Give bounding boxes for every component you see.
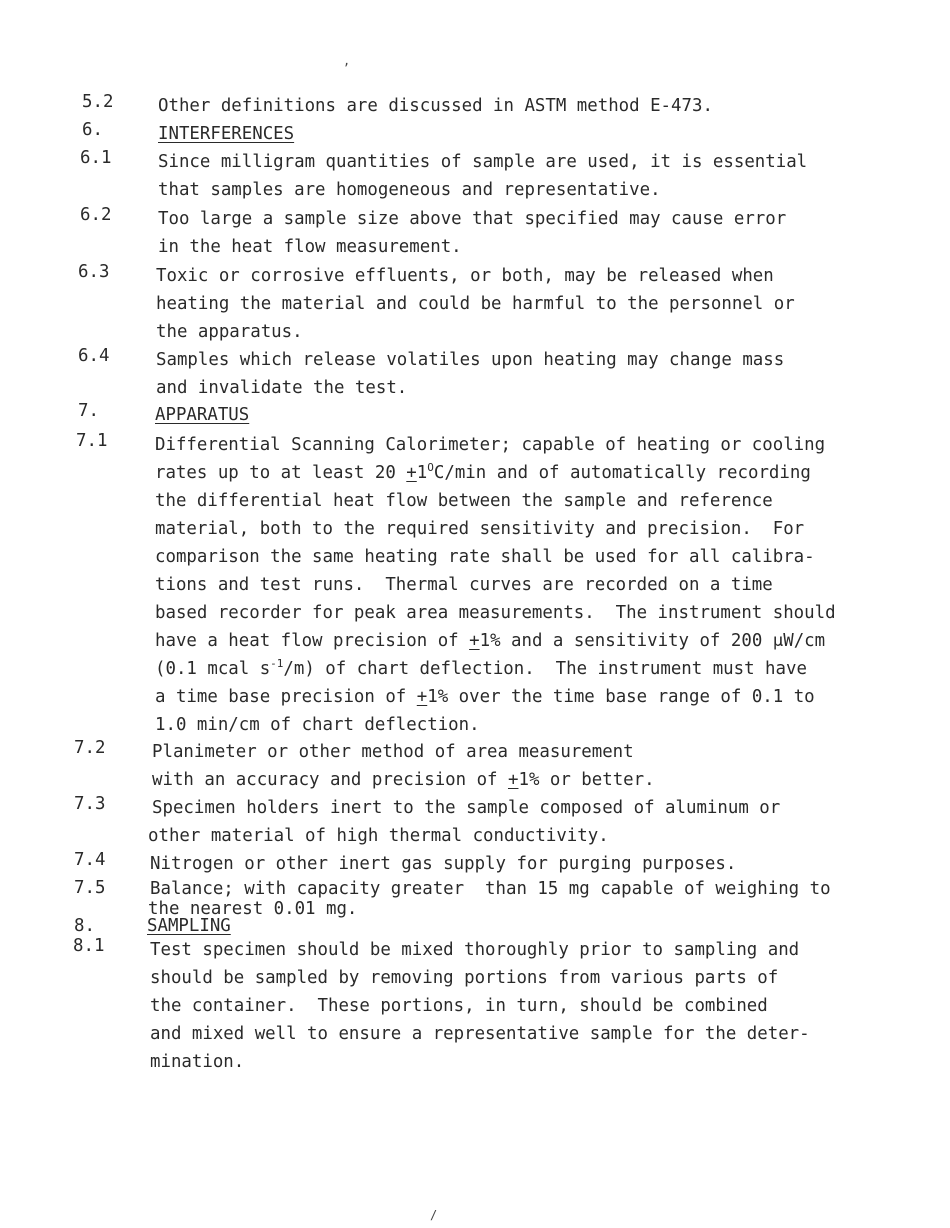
section-number: 8. xyxy=(74,916,95,936)
text-line: 1.0 min/cm of chart deflection. xyxy=(155,715,480,735)
section-number: 6. xyxy=(82,120,103,140)
text-line: the container. These portions, in turn, should be combined xyxy=(150,996,768,1016)
plus-minus-sign: + xyxy=(406,463,417,483)
text-line: and mixed well to ensure a representative sample for the deter- xyxy=(150,1024,810,1044)
text-line: a time base precision of +1% over the time base range of 0.1 to xyxy=(155,687,815,707)
text-line: based recorder for peak area measurements. The instrument should xyxy=(155,603,836,623)
text-line: heating the material and could be harmful to the personnel or xyxy=(156,294,795,314)
text-line: Specimen holders inert to the sample composed of aluminum or xyxy=(152,798,781,818)
heading-sampling: SAMPLING xyxy=(147,916,231,936)
text-line: that samples are homogeneous and representative. xyxy=(158,180,661,200)
text-line: Test specimen should be mixed thoroughly prior to sampling and xyxy=(150,940,800,960)
heading-apparatus: APPARATUS xyxy=(155,405,250,425)
text-line: should be sampled by removing portions from various parts of xyxy=(150,968,779,988)
section-number: 5.2 xyxy=(82,92,114,112)
plus-minus-sign: + xyxy=(416,687,428,707)
section-number: 6.1 xyxy=(80,148,112,168)
text-line: Other definitions are discussed in ASTM method E-473. xyxy=(158,96,713,116)
text-line: the differential heat flow between the sample and reference xyxy=(155,491,773,511)
text-line: tions and test runs. Thermal curves are recorded on a time xyxy=(155,575,773,595)
section-number: 7.4 xyxy=(74,850,106,870)
text-line: Planimeter or other method of area measurement xyxy=(152,742,634,762)
section-number: 7. xyxy=(78,401,99,421)
text-line: the nearest 0.01 mg. xyxy=(148,899,358,919)
text-line: with an accuracy and precision of +1% or better. xyxy=(152,770,655,790)
text-line: the apparatus. xyxy=(156,322,303,342)
text-line: and invalidate the test. xyxy=(156,378,408,398)
section-number: 7.2 xyxy=(74,738,106,758)
text-line: Since milligram quantities of sample are used, it is essential xyxy=(158,152,808,172)
text-line: rates up to at least $20 +1^OC/\min$ and of automatically recording xyxy=(155,461,811,483)
section-number: 6.4 xyxy=(78,346,110,366)
text-line: mination. xyxy=(150,1052,245,1072)
section-number: 7.1 xyxy=(76,431,108,451)
text-line: (0.1 mcal $s^{-1}/m$) of chart deflection. The instrument must have xyxy=(155,657,807,679)
plus-minus-sign: + xyxy=(469,631,480,651)
text-line: Toxic or corrosive effluents, or both, may be released when xyxy=(156,266,774,286)
exponent-superscript: -1 xyxy=(270,657,284,670)
stray-mark: , xyxy=(343,54,351,68)
text-line: have a heat flow precision of +1% and a sensitivity of 200 μW/cm xyxy=(155,631,826,651)
degree-superscript: O xyxy=(427,461,434,474)
plus-minus-sign: + xyxy=(507,770,519,790)
text-line: Differential Scanning Calorimeter; capable of heating or cooling xyxy=(155,435,826,455)
section-number: 7.3 xyxy=(74,794,106,814)
text-line: Nitrogen or other inert gas supply for purging purposes. xyxy=(150,854,737,874)
section-number: 6.3 xyxy=(78,262,110,282)
section-number: 8.1 xyxy=(73,936,105,956)
heading-interferences: INTERFERENCES xyxy=(158,124,295,144)
text-line: Too large a sample size above that specified may cause error xyxy=(158,209,787,229)
stray-mark: / xyxy=(430,1208,438,1222)
section-number: 6.2 xyxy=(80,205,112,225)
text-line: Samples which release volatiles upon heating may change mass xyxy=(156,350,785,370)
text-line: other material of high thermal conductivity. xyxy=(148,826,609,846)
text-line: material, both to the required sensitivity and precision. For xyxy=(155,519,805,539)
text-line: Balance; with capacity greater than 15 mg capable of weighing to xyxy=(150,879,831,899)
text-line: in the heat flow measurement. xyxy=(158,237,462,257)
text-line: comparison the same heating rate shall be used for all calibra- xyxy=(155,547,815,567)
section-number: 7.5 xyxy=(74,878,106,898)
